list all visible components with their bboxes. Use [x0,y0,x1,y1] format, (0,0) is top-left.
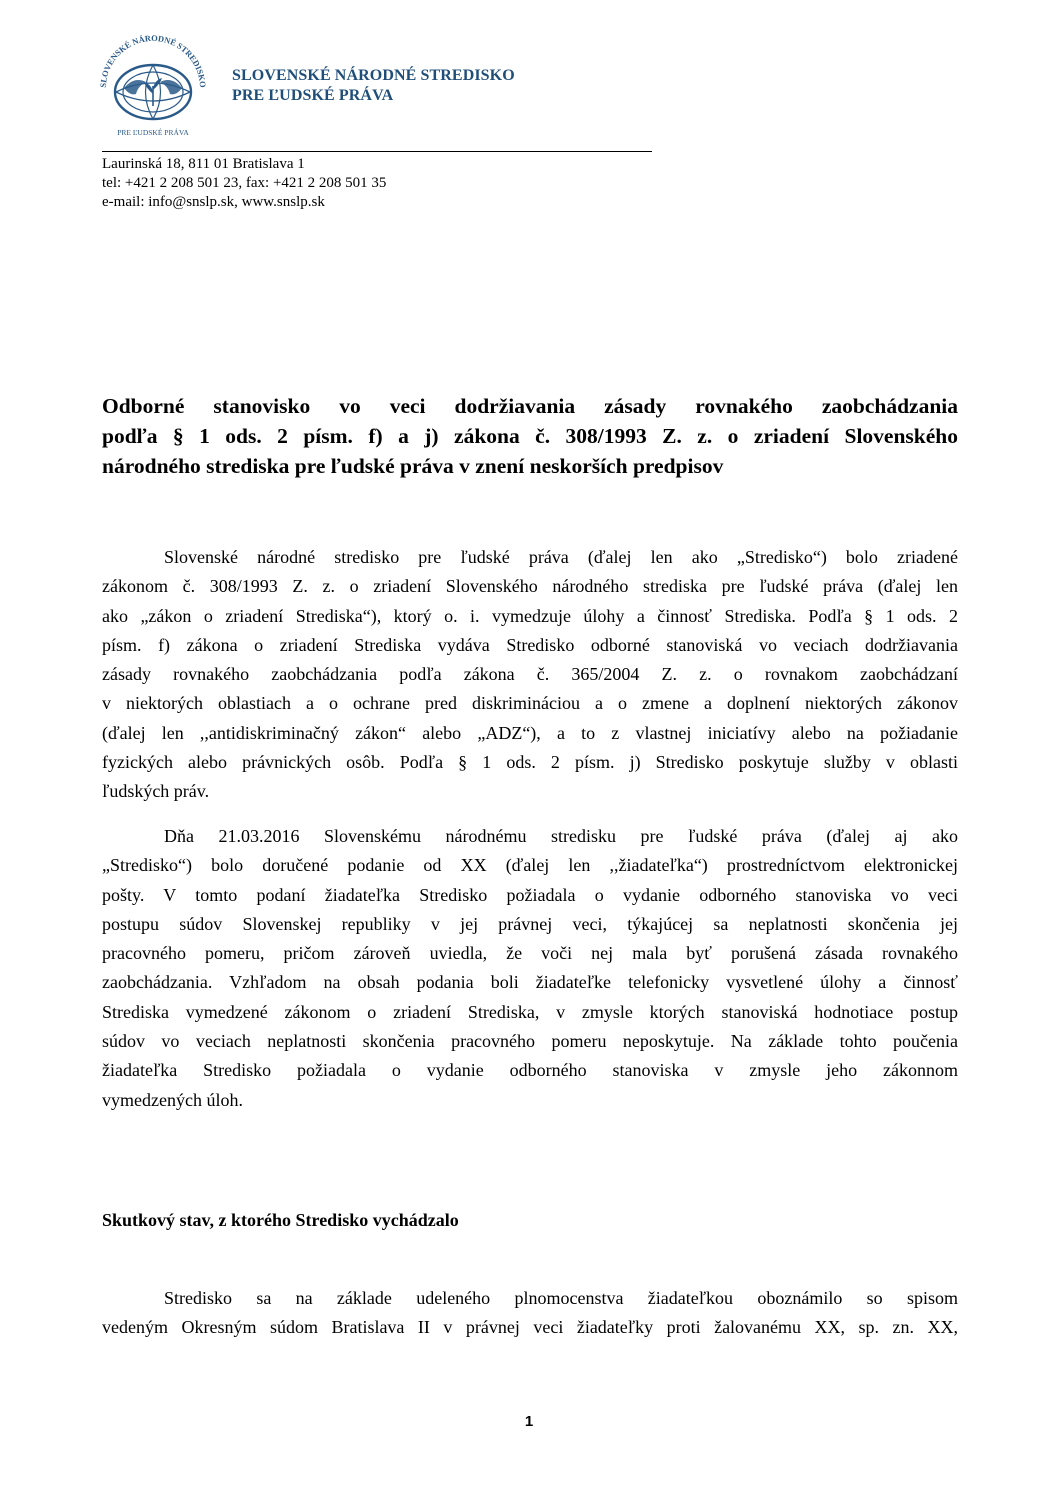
text-line: fyzických alebo právnických osôb. Podľa § 1 ods. 2 písm. j) Stredisko poskytuje služby v oblasti [102,752,958,773]
text-line: Strediska vymedzené zákonom o zriadení Strediska, v zmysle ktorých stanoviská hodnotiace postup [102,1001,958,1022]
title-line: podľa § 1 ods. 2 písm. f) a j) zákona č. 308/1993 Z. z. o zriadení Slovenského [102,424,958,448]
phone-fax: tel: +421 2 208 501 23, fax: +421 2 208 501 35 [102,175,387,191]
text-line: „Stredisko“) bolo doručené podanie od XX (ďalej len ,,žiadateľka“) prostredníctvom elektronickej [102,855,958,876]
paragraph-request [102,822,958,1115]
text-line: v niektorých oblastiach a o ochrane pred diskrimináciou a o zmene a doplnení niektorých zákonov [102,693,958,714]
svg-text:SLOVENSKÉ NÁRODNÉ STREDISKO: SLOVENSKÉ NÁRODNÉ STREDISKO [98,33,208,88]
text-line: ako „zákon o zriadení Strediska“), ktorý o. i. vymedzuje úlohy a činnosť Strediska. Podľa § 1 ods. 2 [102,605,958,626]
text-line: Dňa 21.03.2016 Slovenskému národnému stredisku pre ľudské práva (ďalej aj ako [164,826,958,846]
paragraph-intro [102,543,958,807]
organization-name-line1: SLOVENSKÉ NÁRODNÉ STREDISKO [232,67,515,84]
email-web: e-mail: info@snslp.sk, www.snslp.sk [102,194,325,210]
organization-name [232,66,515,106]
text-line: zaobchádzania. Vzhľadom na obsah podania boli žiadateľke telefonicky vysvetlené úlohy a činnosť [102,972,958,993]
snslp-globe-emblem-icon [88,22,218,152]
title-line: národného strediska pre ľudské práva v znení neskorších predpisov [102,454,724,478]
text-line: pracovného pomeru, pričom zároveň uviedla, že voči nej mala byť porušená zásada rovnakého [102,943,958,964]
contact-block [102,155,386,212]
text-line: písm. f) zákona o zriadení Strediska vydáva Stredisko odborné stanoviská vo veciach dodržiavania [102,634,958,655]
text-line: vedeným Okresným súdom Bratislava II v právnej veci žiadateľky proti žalovanému XX, sp. zn. XX, [102,1317,958,1338]
text-line: žiadateľka Stredisko požiadala o vydanie odborného stanoviska v zmysle jeho zákonnom [102,1060,958,1081]
text-line: postupu súdov Slovenskej republiky v jej právnej veci, týkajúcej sa neplatnosti skončenia jej [102,913,958,934]
section-heading: Skutkový stav, z ktorého Stredisko vychádzalo [102,1210,459,1230]
title-line: Odborné stanovisko vo veci dodržiavania zásady rovnakého zaobchádzania [102,394,958,418]
text-line: (ďalej len ,,antidiskriminačný zákon“ alebo „ADZ“), a to z vlastnej iniciatívy alebo na požiadanie [102,722,958,743]
address: Laurinská 18, 811 01 Bratislava 1 [102,156,305,172]
page-number: 1 [524,1413,534,1430]
text-line: pošty. V tomto podaní žiadateľka Stredisko požiadala o vydanie odborného stanoviska vo veci [102,884,958,905]
text-line: Slovenské národné stredisko pre ľudské práva (ďalej len ako „Stredisko“) bolo zriadené [164,547,958,567]
header-divider [102,151,652,152]
text-line: Stredisko sa na základe udeleného plnomocenstva žiadateľkou oboznámilo so spisom [164,1288,958,1308]
organization-name-line2: PRE ĽUDSKÉ PRÁVA [232,87,394,104]
paragraph-facts [102,1284,958,1343]
text-line: vymedzených úloh. [102,1089,243,1110]
logo-caption: PRE ĽUDSKÉ PRÁVA [117,128,189,137]
text-line: zákonom č. 308/1993 Z. z. o zriadení Slovenského národného strediska pre ľudské práva (ďalej len [102,576,958,597]
text-line: zásady rovnakého zaobchádzania podľa zákona č. 365/2004 Z. z. o rovnakom zaobchádzaní [102,664,958,685]
text-line: ľudských práv. [102,781,210,802]
document-title [102,391,958,481]
text-line: súdov vo veciach neplatnosti skončenia pracovného pomeru neposkytuje. Na základe tohto poučenia [102,1031,958,1052]
